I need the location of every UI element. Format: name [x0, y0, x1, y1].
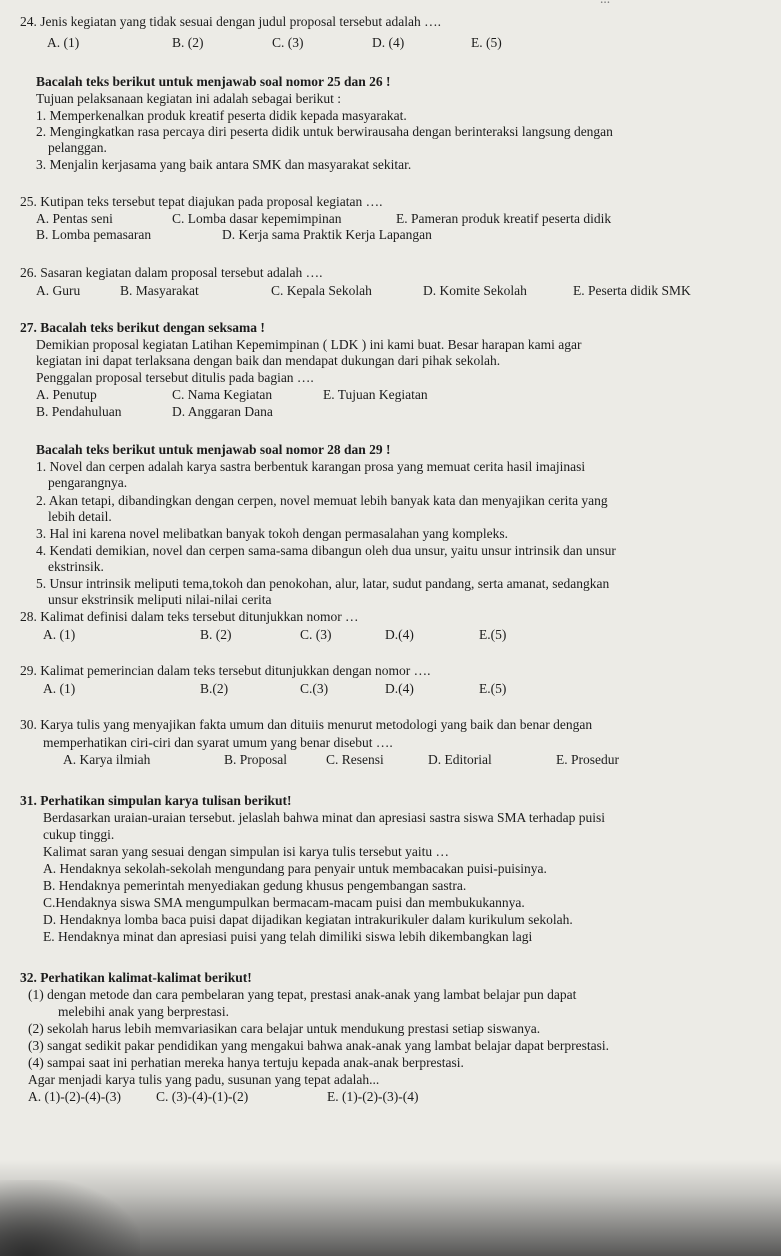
question-32: Agar menjadi karya tulis yang padu, susunan yang tepat adalah...	[28, 1072, 380, 1087]
q26-option-c: C. Kepala Sekolah	[271, 283, 372, 298]
q26-option-a: A. Guru	[36, 283, 81, 298]
q27-option-d: D. Anggaran Dana	[172, 404, 273, 419]
q25-option-d: D. Kerja sama Praktik Kerja Lapangan	[222, 227, 432, 242]
q32-sentence-3: (3) sangat sedikit pakar pendidikan yang mengakui bahwa anak-anak yang lambat belajar dapat berprestasi.	[28, 1038, 610, 1053]
bottom-left-shadow	[0, 1180, 140, 1256]
q28-option-a: A. (1)	[43, 627, 76, 642]
q28-option-e: E.(5)	[479, 627, 507, 642]
question-27: Penggalan proposal tersebut ditulis pada bagian ….	[36, 370, 314, 385]
q31-option-a: A. Hendaknya sekolah-sekolah mengundang para penyair untuk membacakan puisi-puisinya.	[43, 861, 547, 876]
q25-option-b: B. Lomba pemasaran	[36, 227, 152, 242]
q28-option-d: D.(4)	[385, 627, 414, 642]
q31-passage-line-1: Berdasarkan uraian-uraian tersebut. jelaslah bahwa minat dan apresiasi sastra siswa SMA terhadap puisi	[43, 810, 605, 825]
instruction-28-29: Bacalah teks berikut untuk menjawab soal nomor 28 dan 29 !	[36, 442, 391, 457]
q27-option-a: A. Penutup	[36, 387, 97, 402]
q31-option-e: E. Hendaknya minat dan apresiasi puisi yang telah dimiliki siswa lebih dikembangkan lagi	[43, 929, 533, 944]
question-30: 30. Karya tulis yang menyajikan fakta umum dan dituiis menurut metodologi yang baik dan benar dengan	[20, 717, 593, 732]
q25-option-a: A. Pentas seni	[36, 211, 113, 226]
q30-option-a: A. Karya ilmiah	[63, 752, 151, 767]
question-29: 29. Kalimat pemerincian dalam teks tersebut ditunjukkan dengan nomor ….	[20, 663, 431, 678]
q31-option-b: B. Hendaknya pemerintah menyediakan gedung khusus pengembangan sastra.	[43, 878, 467, 893]
q32-sentence-1-cont: melebihi anak yang berprestasi.	[58, 1004, 229, 1019]
question-27-title: 27. Bacalah teks berikut dengan seksama !	[20, 320, 265, 335]
question-31-title: 31. Perhatikan simpulan karya tulisan berikut!	[20, 793, 292, 808]
q32-sentence-2: (2) sekolah harus lebih memvariasikan cara belajar untuk mendukung prestasi setiap siswanya.	[28, 1021, 541, 1036]
question-25: 25. Kutipan teks tersebut tepat diajukan pada proposal kegiatan ….	[20, 194, 383, 209]
q24-option-d: D. (4)	[372, 35, 405, 50]
q32-option-a: A. (1)-(2)-(4)-(3)	[28, 1089, 121, 1104]
question-30-cont: memperhatikan ciri-ciri dan syarat umum yang benar disebut ….	[43, 735, 393, 750]
q27-passage-line-2: kegiatan ini dapat terlaksana dengan baik dan mendapat dukungan dari pihak sekolah.	[36, 353, 501, 368]
passage-25-26-item-2: 2. Mengingkatkan rasa percaya diri peserta didik untuk berwirausaha dengan berinteraksi langsung dengan	[36, 124, 613, 139]
q30-option-b: B. Proposal	[224, 752, 288, 767]
q31-option-c: C.Hendaknya siswa SMA mengumpulkan bermacam-macam puisi dan membukukannya.	[43, 895, 525, 910]
question-24: 24. Jenis kegiatan yang tidak sesuai dengan judul proposal tersebut adalah ….	[20, 14, 442, 29]
q24-option-b: B. (2)	[172, 35, 204, 50]
q31-passage-line-2: cukup tinggi.	[43, 827, 115, 842]
question-28: 28. Kalimat definisi dalam teks tersebut ditunjukkan nomor …	[20, 609, 359, 624]
passage-28-29-line-1: 1. Novel dan cerpen adalah karya sastra berbentuk karangan prosa yang memuat cerita hasil imajinasi	[36, 459, 586, 474]
q29-option-d: D.(4)	[385, 681, 414, 696]
instruction-25-26: Bacalah teks berikut untuk menjawab soal nomor 25 dan 26 !	[36, 74, 391, 89]
q27-option-c: C. Nama Kegiatan	[172, 387, 273, 402]
q29-option-c: C.(3)	[300, 681, 329, 696]
passage-28-29-line-8: 5. Unsur intrinsik meliputi tema,tokoh dan penokohan, alur, latar, sudut pandang, serta amanat, sedangkan	[36, 576, 610, 591]
q27-option-e: E. Tujuan Kegiatan	[323, 387, 428, 402]
q24-option-a: A. (1)	[47, 35, 80, 50]
q28-option-c: C. (3)	[300, 627, 332, 642]
passage-28-29-line-2: pengarangnya.	[48, 475, 128, 490]
q29-option-a: A. (1)	[43, 681, 76, 696]
passage-25-26-item-1: 1. Memperkenalkan produk kreatif peserta didik kepada masyarakat.	[36, 108, 407, 123]
q32-sentence-1: (1) dengan metode dan cara pembelaran yang tepat, prestasi anak-anak yang lambat belajar pun dapat	[28, 987, 577, 1002]
q32-sentence-4: (4) sampai saat ini perhatian mereka hanya tertuju kepada anak-anak berprestasi.	[28, 1055, 464, 1070]
question-31: Kalimat saran yang sesuai dengan simpulan isi karya tulis tersebut yaitu …	[43, 844, 450, 859]
q30-option-e: E. Prosedur	[556, 752, 619, 767]
q31-option-d: D. Hendaknya lomba baca puisi dapat dijadikan kegiatan intrakurikuler dalam kurikulum sekolah.	[43, 912, 573, 927]
passage-28-29-line-5: 3. Hal ini karena novel melibatkan banyak tokoh dengan permasalahan yang kompleks.	[36, 526, 508, 541]
passage-28-29-line-9: unsur ekstrinsik meliputi nilai-nilai cerita	[48, 592, 272, 607]
q24-option-c: C. (3)	[272, 35, 304, 50]
passage-25-26-item-3: 3. Menjalin kerjasama yang baik antara SMK dan masyarakat sekitar.	[36, 157, 412, 172]
q25-option-c: C. Lomba dasar kepemimpinan	[172, 211, 342, 226]
q26-option-e: E. Peserta didik SMK	[573, 283, 691, 298]
q27-option-b: B. Pendahuluan	[36, 404, 122, 419]
q24-option-e: E. (5)	[471, 35, 502, 50]
q29-option-e: E.(5)	[479, 681, 507, 696]
q28-option-b: B. (2)	[200, 627, 232, 642]
q32-option-e: E. (1)-(2)-(3)-(4)	[327, 1089, 419, 1104]
q26-option-b: B. Masyarakat	[120, 283, 199, 298]
q26-option-d: D. Komite Sekolah	[423, 283, 527, 298]
passage-28-29-line-3: 2. Akan tetapi, dibandingkan dengan cerpen, novel memuat lebih banyak kata dan menyajikan cerita yang	[36, 493, 608, 508]
passage-28-29-line-6: 4. Kendati demikian, novel dan cerpen sama-sama dibangun oleh dua unsur, yaitu unsur intrinsik dan unsur	[36, 543, 616, 558]
passage-25-26-intro: Tujuan pelaksanaan kegiatan ini adalah sebagai berikut :	[36, 91, 342, 106]
q27-passage-line-1: Demikian proposal kegiatan Latihan Kepemimpinan ( LDK ) ini kami buat. Besar harapan kami agar	[36, 337, 582, 352]
question-26: 26. Sasaran kegiatan dalam proposal tersebut adalah ….	[20, 265, 323, 280]
header-fragment	[600, 0, 610, 7]
question-32-title: 32. Perhatikan kalimat-kalimat berikut!	[20, 970, 252, 985]
q25-option-e: E. Pameran produk kreatif peserta didik	[396, 211, 612, 226]
q30-option-d: D. Editorial	[428, 752, 492, 767]
q30-option-c: C. Resensi	[326, 752, 384, 767]
passage-28-29-line-4: lebih detail.	[48, 509, 112, 524]
q32-option-c: C. (3)-(4)-(1)-(2)	[156, 1089, 249, 1104]
passage-28-29-line-7: ekstrinsik.	[48, 559, 104, 574]
passage-25-26-item-2-cont: pelanggan.	[48, 140, 107, 155]
q29-option-b: B.(2)	[200, 681, 229, 696]
